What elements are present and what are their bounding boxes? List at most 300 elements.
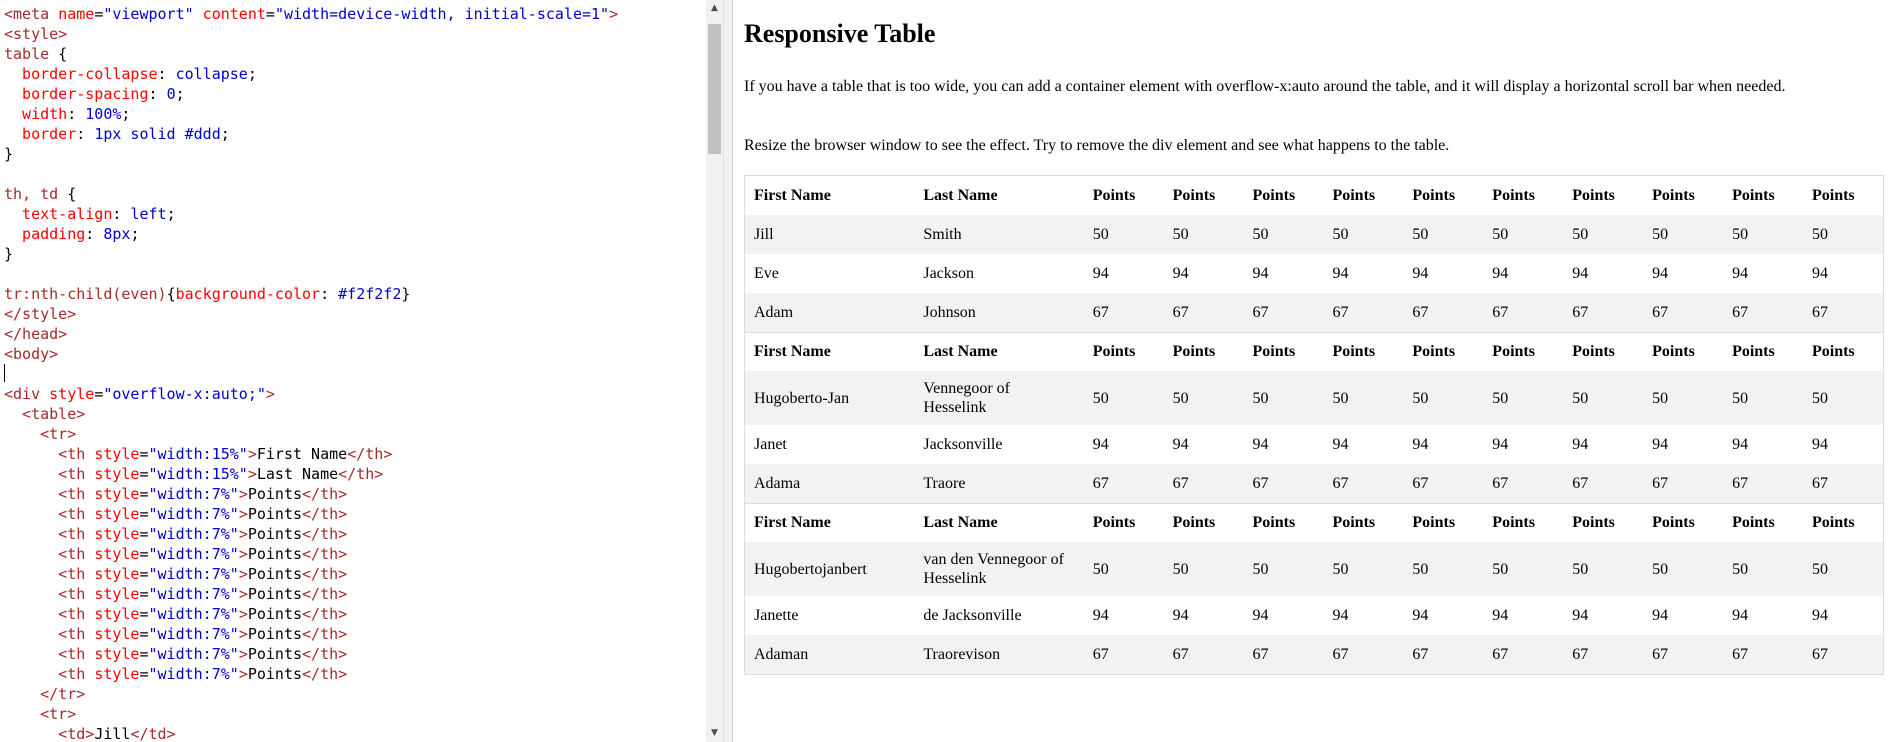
table-cell: 67 xyxy=(1652,474,1669,492)
code-token: "width:7%" xyxy=(148,665,239,683)
code-token: <th xyxy=(4,525,95,543)
table-cell: 50 xyxy=(1652,226,1669,243)
table-cell: 67 xyxy=(1332,474,1349,492)
column-header: Points xyxy=(1323,332,1403,371)
code-line xyxy=(4,124,618,144)
table-cell: 50 xyxy=(1172,560,1189,578)
code-token: > xyxy=(238,585,248,603)
code-token: } xyxy=(4,245,14,263)
pane-divider[interactable] xyxy=(723,0,733,742)
code-token: "width:7%" xyxy=(148,645,239,663)
table-cell: Adam xyxy=(754,303,794,321)
code-line xyxy=(4,524,618,544)
code-token: </td> xyxy=(130,725,176,742)
table-cell: 67 xyxy=(1732,303,1749,321)
code-token: > xyxy=(247,465,257,483)
intro-paragraph: If you have a table that is too wide, you can add a container element with overflow-x:auto around the table, and it will display a horizontal scroll bar when needed. xyxy=(744,78,1786,95)
code-line xyxy=(4,584,618,604)
code-token: #f2f2f2 xyxy=(338,285,402,303)
code-token: 8px xyxy=(103,225,131,243)
table-cell: 94 xyxy=(1092,436,1109,453)
table-cell: Traorevison xyxy=(923,646,1001,663)
code-line xyxy=(4,384,618,404)
code-token: style xyxy=(94,625,140,643)
table-row xyxy=(745,371,1883,425)
table-cell: 94 xyxy=(1572,607,1589,624)
code-token: style xyxy=(94,445,140,463)
code-token: <div xyxy=(4,385,50,403)
responsive-table xyxy=(745,176,1883,674)
code-line xyxy=(4,184,618,204)
code-token: "width:7%" xyxy=(148,545,239,563)
table-cell: 50 xyxy=(1252,389,1269,407)
table-cell: 94 xyxy=(1412,436,1429,453)
table-cell: 50 xyxy=(1332,389,1349,407)
code-line xyxy=(4,704,618,724)
code-token: ; xyxy=(247,65,257,83)
code-token: </th> xyxy=(302,645,348,663)
table-cell: Traore xyxy=(923,474,966,492)
code-token: "viewport" xyxy=(103,5,194,23)
code-line xyxy=(4,304,618,324)
table-cell: 50 xyxy=(1732,389,1749,407)
column-header: Points xyxy=(1403,503,1483,542)
table-cell: 50 xyxy=(1332,226,1349,243)
table-cell: 94 xyxy=(1412,265,1429,282)
column-header: Last Name xyxy=(914,332,1083,371)
code-token: <th xyxy=(4,645,95,663)
table-cell: 67 xyxy=(1412,303,1429,321)
table-cell: 67 xyxy=(1092,303,1109,321)
code-token: First Name xyxy=(256,445,348,463)
table-cell: 67 xyxy=(1492,474,1509,492)
column-header: Points xyxy=(1084,503,1164,542)
table-cell: 50 xyxy=(1252,226,1269,243)
code-token: = xyxy=(139,485,149,503)
code-token: th, td xyxy=(4,185,59,203)
code-line xyxy=(4,64,618,84)
column-header: Points xyxy=(1332,187,1376,204)
table-cell: 67 xyxy=(1652,646,1669,663)
code-token: </th> xyxy=(302,605,348,623)
code-token: = xyxy=(139,565,149,583)
code-token: content xyxy=(193,5,266,23)
code-token: border xyxy=(4,125,77,143)
table-row xyxy=(745,635,1883,674)
code-token: style xyxy=(94,565,140,583)
code-token: : xyxy=(148,85,167,103)
code-token: background-color xyxy=(175,285,321,303)
code-token: Last Name xyxy=(256,465,339,483)
column-header: Points xyxy=(1803,332,1883,371)
column-header: Points xyxy=(1803,503,1883,542)
table-cell: 94 xyxy=(1172,436,1189,453)
code-token: </th> xyxy=(302,665,348,683)
code-token: > xyxy=(238,505,248,523)
code-token: } xyxy=(4,145,14,163)
code-token: <th xyxy=(4,585,95,603)
code-editor[interactable] xyxy=(0,0,706,742)
table-cell: Jackson xyxy=(923,265,974,282)
code-token: { xyxy=(49,45,68,63)
table-cell: 94 xyxy=(1652,607,1669,624)
code-token: <th xyxy=(4,505,95,523)
code-token: <th xyxy=(4,605,95,623)
table-cell: 50 xyxy=(1412,560,1429,578)
table-row xyxy=(745,215,1883,254)
code-token: Points xyxy=(247,545,303,563)
code-token: ; xyxy=(220,125,230,143)
editor-scrollbar[interactable] xyxy=(706,0,723,742)
code-token: <th xyxy=(4,545,95,563)
code-token: name xyxy=(58,5,95,23)
table-cell: Hugoberto-Jan xyxy=(754,389,850,407)
code-line xyxy=(4,464,618,484)
code-line xyxy=(4,544,618,564)
code-line xyxy=(4,404,618,424)
code-line xyxy=(4,504,618,524)
code-token: 0 xyxy=(166,85,176,103)
code-token: <th xyxy=(4,625,95,643)
code-token: Points xyxy=(247,625,303,643)
column-header: Points xyxy=(1563,332,1643,371)
table-cell: 94 xyxy=(1811,607,1828,624)
code-token: > xyxy=(238,625,248,643)
code-token: style xyxy=(94,465,140,483)
code-token: </th> xyxy=(302,585,348,603)
code-token: 100% xyxy=(85,105,122,123)
table-cell: 50 xyxy=(1412,389,1429,407)
table-cell: 50 xyxy=(1732,560,1749,578)
code-token: > xyxy=(238,565,248,583)
code-token: > xyxy=(238,605,248,623)
code-token: border-spacing xyxy=(4,85,149,103)
code-token: = xyxy=(139,665,149,683)
code-line xyxy=(4,444,618,464)
table-cell: Janette xyxy=(754,607,799,624)
column-header: Points xyxy=(1252,187,1296,204)
code-token: ; xyxy=(166,205,176,223)
table-cell: 67 xyxy=(1172,303,1189,321)
table-cell: 94 xyxy=(1092,607,1109,624)
table-cell: 50 xyxy=(1492,389,1509,407)
table-cell: 50 xyxy=(1652,560,1669,578)
code-token: style xyxy=(94,665,140,683)
table-cell: 67 xyxy=(1332,303,1349,321)
code-token: { xyxy=(58,185,77,203)
code-token: ; xyxy=(121,105,131,123)
code-token: > xyxy=(609,5,619,23)
table-cell: 50 xyxy=(1811,560,1828,578)
code-token: collapse xyxy=(175,65,248,83)
table-cell: 94 xyxy=(1412,607,1429,624)
code-line xyxy=(4,604,618,624)
table-cell: Vennegoor of Hesselink xyxy=(923,380,1010,416)
code-token: Points xyxy=(247,505,303,523)
table-cell: 94 xyxy=(1332,265,1349,282)
table-cell: 94 xyxy=(1332,436,1349,453)
code-token: style xyxy=(94,505,140,523)
table-cell: 94 xyxy=(1572,436,1589,453)
table-cell: Jill xyxy=(754,226,774,243)
table-cell: 94 xyxy=(1811,265,1828,282)
code-token: style xyxy=(94,545,140,563)
code-token: { xyxy=(166,285,176,303)
code-token: <th xyxy=(4,485,95,503)
column-header: Points xyxy=(1732,187,1775,204)
column-header: Points xyxy=(1643,332,1723,371)
table-cell: Adaman xyxy=(754,646,809,663)
column-header: Points xyxy=(1323,503,1403,542)
code-line xyxy=(4,724,618,742)
column-header: Points xyxy=(1492,187,1535,204)
code-line xyxy=(4,84,618,104)
code-line xyxy=(4,564,618,584)
scroll-up-arrow-icon[interactable]: ▲ xyxy=(711,3,718,13)
code-line xyxy=(4,204,618,224)
table-row xyxy=(745,254,1883,293)
code-token: <td> xyxy=(4,725,95,742)
column-header: Last Name xyxy=(914,503,1083,542)
table-cell: 94 xyxy=(1732,436,1749,453)
table-cell: 67 xyxy=(1572,646,1589,663)
table-cell: Smith xyxy=(923,226,962,243)
table-cell: 67 xyxy=(1811,474,1828,492)
table-cell: 50 xyxy=(1572,226,1589,243)
table-cell: 50 xyxy=(1172,389,1189,407)
code-line xyxy=(4,264,618,284)
column-header: Last Name xyxy=(923,187,998,204)
column-header: Points xyxy=(1572,187,1615,204)
code-token: </th> xyxy=(302,565,348,583)
table-scroll-container[interactable] xyxy=(744,175,1884,675)
code-token: <th xyxy=(4,465,95,483)
code-token: > xyxy=(265,385,275,403)
table-row xyxy=(745,425,1883,464)
table-cell: 50 xyxy=(1652,389,1669,407)
code-token: </th> xyxy=(302,485,348,503)
column-header: Points xyxy=(1723,503,1803,542)
code-token: = xyxy=(265,5,275,23)
table-cell: 67 xyxy=(1492,646,1509,663)
column-header: Points xyxy=(1244,503,1324,542)
code-token: width xyxy=(4,105,68,123)
table-row xyxy=(745,293,1883,332)
code-token: <table> xyxy=(4,405,86,423)
code-token: 1px solid #ddd xyxy=(94,125,221,143)
table-cell: 50 xyxy=(1572,389,1589,407)
page-title: Responsive Table xyxy=(744,19,936,48)
code-token: Points xyxy=(247,525,303,543)
code-token: = xyxy=(94,385,104,403)
table-cell: 94 xyxy=(1652,265,1669,282)
column-header: Points xyxy=(1412,187,1456,204)
resize-paragraph: Resize the browser window to see the effect. Try to remove the div element and see what happens to the table. xyxy=(744,137,1450,154)
table-cell: 94 xyxy=(1252,607,1269,624)
code-token: ; xyxy=(130,225,140,243)
table-cell: van den Vennegoor of Hesselink xyxy=(923,551,1064,587)
column-header: Points xyxy=(1164,332,1244,371)
code-line xyxy=(4,164,618,184)
table-cell: 67 xyxy=(1092,474,1109,492)
code-token: Points xyxy=(247,645,303,663)
result-pane xyxy=(733,0,1888,742)
column-header: Points xyxy=(1403,332,1483,371)
code-token: "width:15%" xyxy=(148,445,248,463)
code-token: Points xyxy=(247,485,303,503)
code-token: style xyxy=(49,385,95,403)
table-cell: 50 xyxy=(1811,389,1828,407)
code-line xyxy=(4,4,618,24)
code-token: style xyxy=(94,645,140,663)
code-line xyxy=(4,44,618,64)
table-header-row xyxy=(745,176,1883,215)
code-token: ; xyxy=(175,85,185,103)
code-token: : xyxy=(320,285,339,303)
code-token: border-collapse xyxy=(4,65,158,83)
table-row xyxy=(745,464,1883,503)
table-cell: 50 xyxy=(1092,560,1109,578)
table-cell: 67 xyxy=(1732,646,1749,663)
code-token: </head> xyxy=(4,325,68,343)
code-token: </th> xyxy=(302,625,348,643)
code-line xyxy=(4,684,618,704)
table-cell: 50 xyxy=(1172,226,1189,243)
code-token: "width:7%" xyxy=(148,525,239,543)
table-cell: 67 xyxy=(1492,303,1509,321)
code-token: > xyxy=(247,445,257,463)
text-caret xyxy=(4,364,5,382)
code-line xyxy=(4,664,618,684)
scroll-down-arrow-icon[interactable]: ▼ xyxy=(711,728,718,738)
table-cell: 94 xyxy=(1172,265,1189,282)
code-token: </style> xyxy=(4,305,77,323)
code-token: Points xyxy=(247,585,303,603)
table-cell: 67 xyxy=(1412,646,1429,663)
code-token: </tr> xyxy=(4,685,86,703)
table-cell: 50 xyxy=(1252,560,1269,578)
table-cell: 50 xyxy=(1092,226,1109,243)
code-token: : xyxy=(157,65,176,83)
scroll-thumb[interactable] xyxy=(708,24,721,154)
table-cell: 67 xyxy=(1811,303,1828,321)
code-token: style xyxy=(94,605,140,623)
column-header: Points xyxy=(1092,187,1136,204)
table-cell: 94 xyxy=(1332,607,1349,624)
code-token: = xyxy=(139,525,149,543)
table-cell: Johnson xyxy=(923,303,976,321)
code-token: style xyxy=(94,485,140,503)
code-token: <style> xyxy=(4,25,68,43)
table-cell: 50 xyxy=(1492,560,1509,578)
table-cell: 50 xyxy=(1811,226,1828,243)
code-token: } xyxy=(401,285,411,303)
code-token: "overflow-x:auto;" xyxy=(103,385,266,403)
code-token: = xyxy=(139,585,149,603)
table-cell: 50 xyxy=(1572,560,1589,578)
code-token: text-align xyxy=(4,205,113,223)
table-row xyxy=(745,596,1883,635)
code-line xyxy=(4,104,618,124)
code-token: "width:7%" xyxy=(148,625,239,643)
code-token: "width:7%" xyxy=(148,565,239,583)
code-token: Points xyxy=(247,665,303,683)
table-cell: 94 xyxy=(1652,436,1669,453)
code-token: = xyxy=(139,465,149,483)
table-cell: 94 xyxy=(1492,607,1509,624)
table-cell: 94 xyxy=(1732,265,1749,282)
table-cell: 67 xyxy=(1572,474,1589,492)
table-cell: 50 xyxy=(1092,389,1109,407)
table-cell: 50 xyxy=(1412,226,1429,243)
code-token: = xyxy=(94,5,104,23)
code-token: <tr> xyxy=(4,425,77,443)
code-token: table xyxy=(4,45,50,63)
code-line xyxy=(4,344,618,364)
table-row xyxy=(745,542,1883,596)
code-token: "width:7%" xyxy=(148,485,239,503)
code-token: > xyxy=(238,545,248,563)
code-token: "width:7%" xyxy=(148,605,239,623)
table-cell: 67 xyxy=(1412,474,1429,492)
code-token: > xyxy=(238,665,248,683)
code-token: > xyxy=(238,485,248,503)
code-token: padding xyxy=(4,225,86,243)
column-header: Points xyxy=(1244,332,1324,371)
column-header: Points xyxy=(1483,332,1563,371)
table-cell: 94 xyxy=(1492,436,1509,453)
code-token: : xyxy=(112,205,131,223)
column-header: First Name xyxy=(745,503,914,542)
table-cell: 67 xyxy=(1172,474,1189,492)
code-token: </th> xyxy=(338,465,384,483)
code-token: <tr> xyxy=(4,705,77,723)
code-token: left xyxy=(130,205,167,223)
table-cell: Jacksonville xyxy=(923,436,1003,453)
table-header-row xyxy=(745,503,1883,542)
table-cell: 67 xyxy=(1252,474,1269,492)
table-cell: 67 xyxy=(1572,303,1589,321)
table-cell: 67 xyxy=(1172,646,1189,663)
table-header-row xyxy=(745,332,1883,371)
code-token: </th> xyxy=(302,525,348,543)
code-token: = xyxy=(139,505,149,523)
code-token: Points xyxy=(247,565,303,583)
code-line xyxy=(4,364,618,384)
table-cell: 94 xyxy=(1172,607,1189,624)
table-cell: 94 xyxy=(1252,265,1269,282)
code-token: : xyxy=(85,225,104,243)
code-line xyxy=(4,224,618,244)
code-token: <th xyxy=(4,565,95,583)
code-token: = xyxy=(139,625,149,643)
code-token: = xyxy=(139,545,149,563)
column-header: First Name xyxy=(754,187,831,204)
code-token: </th> xyxy=(347,445,393,463)
code-text[interactable] xyxy=(4,4,618,742)
table-cell: 94 xyxy=(1732,607,1749,624)
code-line xyxy=(4,644,618,664)
column-header: Points xyxy=(1563,503,1643,542)
code-line xyxy=(4,284,618,304)
table-cell: 94 xyxy=(1252,436,1269,453)
table-cell: 50 xyxy=(1732,226,1749,243)
table-cell: Eve xyxy=(754,265,779,282)
column-header: Points xyxy=(1084,332,1164,371)
table-cell: 67 xyxy=(1332,646,1349,663)
table-cell: 67 xyxy=(1811,646,1828,663)
table-cell: 67 xyxy=(1252,303,1269,321)
